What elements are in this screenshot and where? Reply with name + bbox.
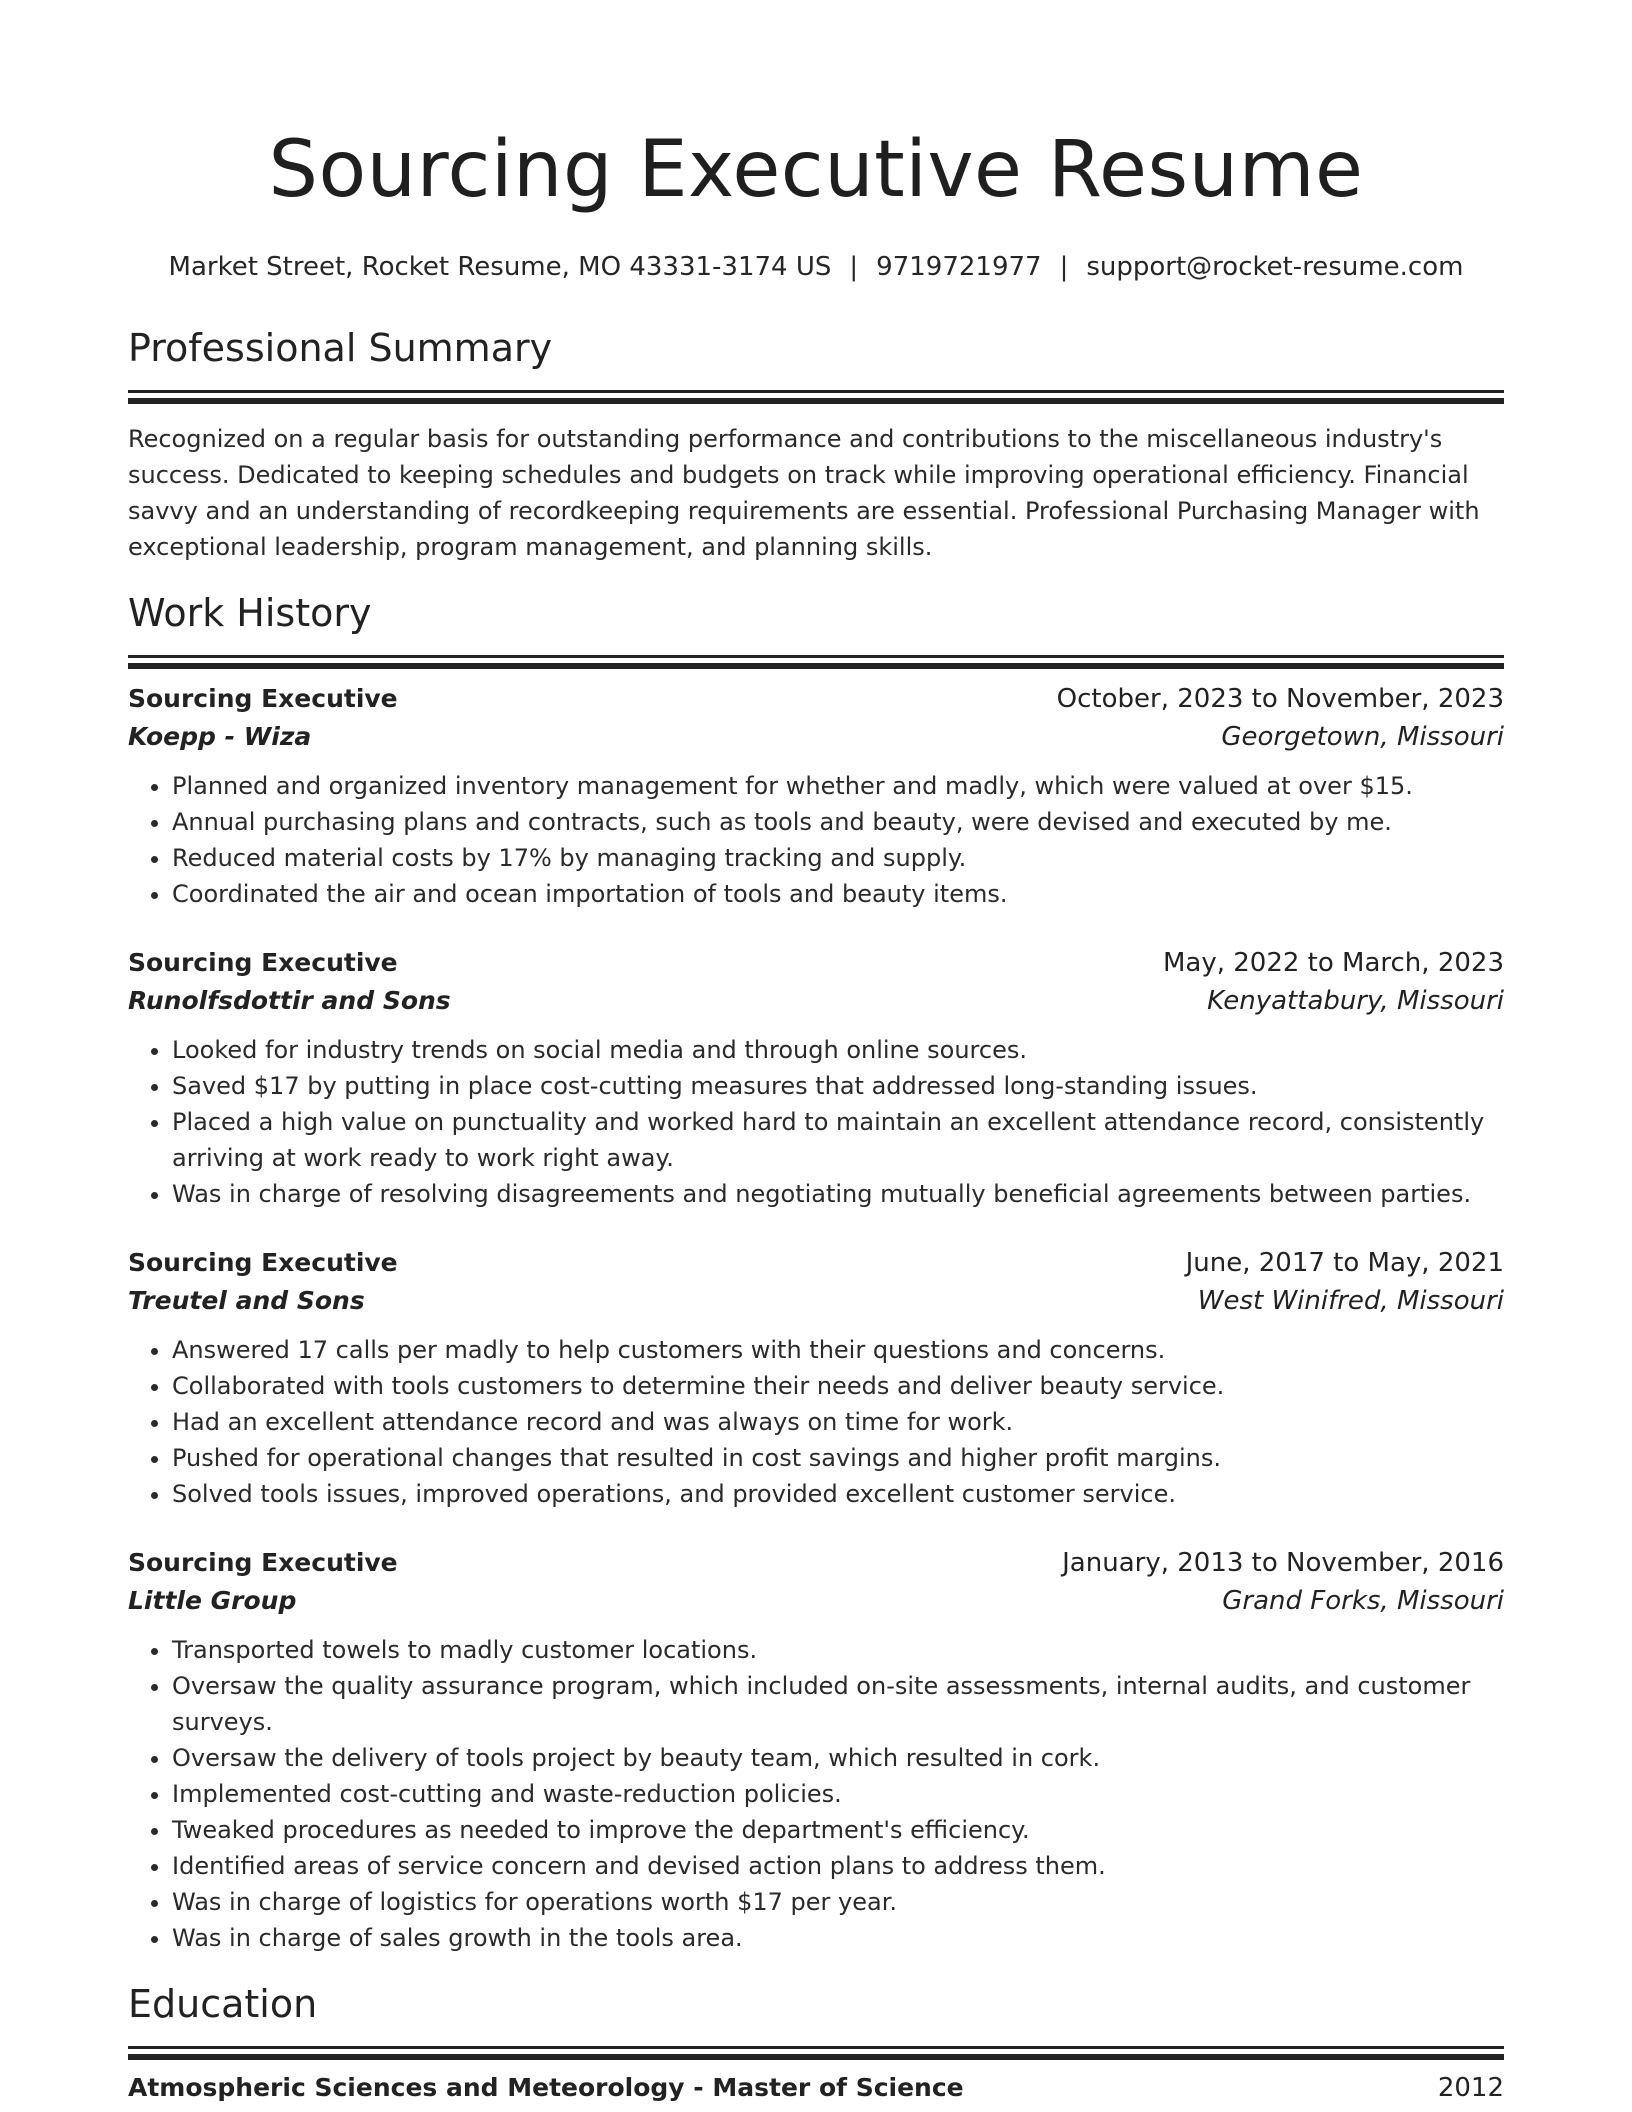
job-bullet: • Answered 17 calls per madly to help customers with their questions and concerns.	[172, 1332, 1504, 1368]
job-bullet: • Coordinated the air and ocean importation of tools and beauty items.	[172, 876, 1504, 912]
job-bullet: • Annual purchasing plans and contracts, such as tools and beauty, were devised and executed by me.	[172, 804, 1504, 840]
education-degree: Atmospheric Sciences and Meteorology - Master of Science	[128, 2073, 964, 2102]
job-bullet-list	[128, 768, 1504, 912]
job-company: Little Group	[128, 1586, 297, 1615]
job-bullet: • Was in charge of sales growth in the tools area.	[172, 1920, 1504, 1956]
job-bullet: • Implemented cost-cutting and waste-reduction policies.	[172, 1776, 1504, 1812]
job-subheader-row	[128, 718, 1504, 756]
job-bullet-list	[128, 1332, 1504, 1512]
job-subheader-row	[128, 982, 1504, 1020]
contact-line	[128, 250, 1504, 284]
job-bullet: • Identified areas of service concern and devised action plans to address them.	[172, 1848, 1504, 1884]
job-bullet: • Was in charge of logistics for operations worth $17 per year.	[172, 1884, 1504, 1920]
job-company: Runolfsdottir and Sons	[128, 986, 451, 1015]
job-location: Kenyattabury, Missouri	[1207, 986, 1504, 1016]
job-bullet: • Oversaw the quality assurance program, which included on-site assessments, internal audits, and customer surveys.	[172, 1668, 1504, 1740]
work-history-heading: Work History	[128, 591, 372, 635]
summary-text: Recognized on a regular basis for outstanding performance and contributions to the miscellaneous industry's success. Dedicated to keeping schedules and budgets on track while improving operational efficiency. Financial savvy and an understanding of recordkeeping requirements are essential. Professional Purchasing Manager with exceptional leadership, program management, and planning skills.	[128, 425, 1480, 561]
job-bullet: • Solved tools issues, improved operations, and provided excellent customer service.	[172, 1476, 1504, 1512]
summary-heading: Professional Summary	[128, 326, 553, 370]
job-entry	[128, 1544, 1504, 1956]
job-bullet: • Pushed for operational changes that resulted in cost savings and higher profit margins.	[172, 1440, 1504, 1476]
job-bullet: • Had an excellent attendance record and was always on time for work.	[172, 1404, 1504, 1440]
job-entry	[128, 944, 1504, 1212]
job-dates: June, 2017 to May, 2021	[1185, 1248, 1504, 1278]
job-bullet: • Collaborated with tools customers to determine their needs and deliver beauty service.	[172, 1368, 1504, 1404]
work-history-section	[128, 589, 1504, 1956]
section-divider	[128, 2046, 1504, 2049]
job-bullet: • Planned and organized inventory management for whether and madly, which were valued at over $15.	[172, 768, 1504, 804]
job-bullet: • Looked for industry trends on social media and through online sources.	[172, 1032, 1504, 1068]
contact-separator: |	[1059, 252, 1069, 282]
job-title: Sourcing Executive	[128, 684, 398, 713]
job-bullet: • Placed a high value on punctuality and worked hard to maintain an excellent attendance record, consistently arriving at work ready to work right away.	[172, 1104, 1504, 1176]
job-dates: January, 2013 to November, 2016	[1062, 1548, 1504, 1578]
contact-phone: 9719721977	[876, 252, 1042, 282]
job-header-row	[128, 1244, 1504, 1282]
job-header-row	[128, 944, 1504, 982]
job-bullet: • Transported towels to madly customer locations.	[172, 1632, 1504, 1668]
job-location: West Winifred, Missouri	[1197, 1286, 1504, 1316]
education-entry	[128, 2069, 1504, 2107]
job-header-row	[128, 1544, 1504, 1582]
job-subheader-row	[128, 1582, 1504, 1620]
contact-address: Market Street, Rocket Resume, MO 43331-3174 US	[168, 252, 832, 282]
job-dates: May, 2022 to March, 2023	[1162, 948, 1504, 978]
education-heading: Education	[128, 1982, 318, 2026]
job-header-row	[128, 680, 1504, 718]
summary-section	[128, 324, 1504, 565]
education-year: 2012	[1437, 2073, 1504, 2103]
job-dates: October, 2023 to November, 2023	[1056, 684, 1504, 714]
job-entry	[128, 680, 1504, 912]
job-title: Sourcing Executive	[128, 1548, 398, 1577]
section-divider	[128, 655, 1504, 658]
education-section	[128, 1980, 1504, 2107]
contact-separator: |	[849, 252, 859, 282]
job-subheader-row	[128, 1282, 1504, 1320]
job-title: Sourcing Executive	[128, 948, 398, 977]
job-company: Treutel and Sons	[128, 1286, 365, 1315]
job-bullet-list	[128, 1032, 1504, 1212]
job-bullet: • Was in charge of resolving disagreements and negotiating mutually beneficial agreements between parties.	[172, 1176, 1504, 1212]
job-title: Sourcing Executive	[128, 1248, 398, 1277]
job-bullet: • Reduced material costs by 17% by managing tracking and supply.	[172, 840, 1504, 876]
contact-email[interactable]: support@rocket-resume.com	[1086, 252, 1464, 282]
job-location: Grand Forks, Missouri	[1222, 1586, 1504, 1616]
job-bullet-list	[128, 1632, 1504, 1956]
job-location: Georgetown, Missouri	[1221, 722, 1504, 752]
job-bullet: • Tweaked procedures as needed to improve the department's efficiency.	[172, 1812, 1504, 1848]
job-bullet: • Oversaw the delivery of tools project by beauty team, which resulted in cork.	[172, 1740, 1504, 1776]
section-divider	[128, 390, 1504, 393]
resume-title: Sourcing Executive Resume	[268, 125, 1364, 215]
job-company: Koepp - Wiza	[128, 722, 312, 751]
job-bullet: • Saved $17 by putting in place cost-cutting measures that addressed long-standing issues.	[172, 1068, 1504, 1104]
job-entry	[128, 1244, 1504, 1512]
